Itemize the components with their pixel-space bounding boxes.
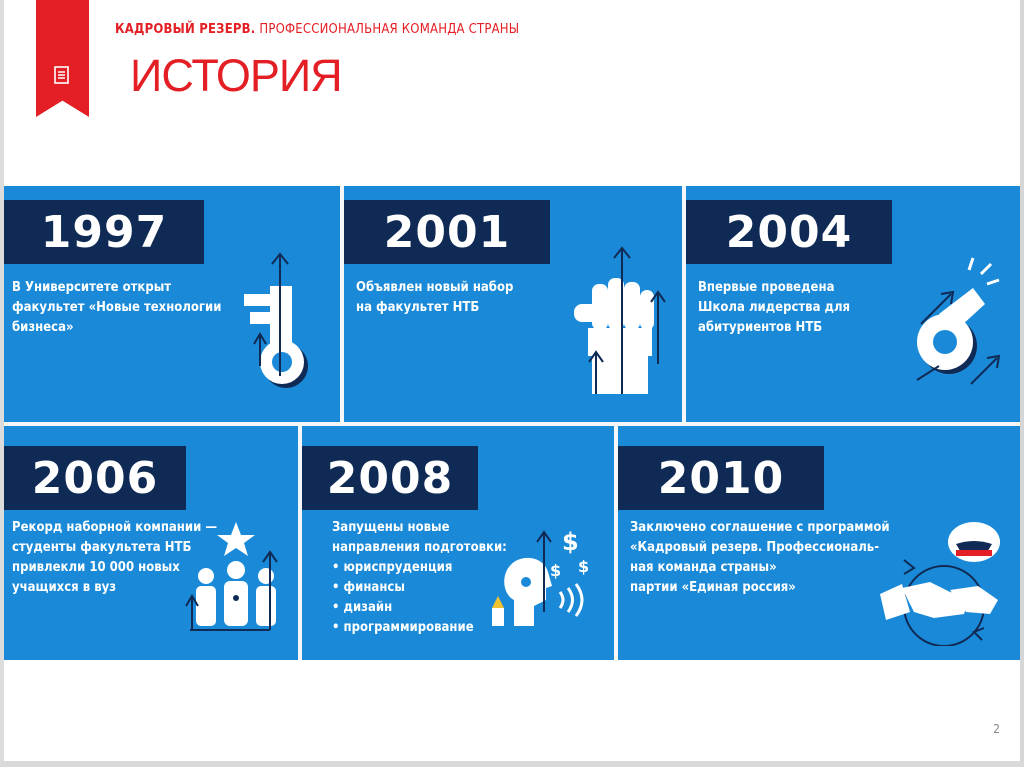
slide-frame-right <box>1020 0 1024 767</box>
year-label: 2004 <box>686 200 892 264</box>
key-icon <box>234 246 334 396</box>
slide-frame-bottom <box>0 761 1024 767</box>
whistle-icon <box>911 254 1011 394</box>
svg-text:$: $ <box>578 557 590 576</box>
timeline-card-2001 <box>344 186 682 422</box>
year-label: 1997 <box>4 200 204 264</box>
handshake-bear-icon <box>874 516 1014 646</box>
people-star-icon <box>184 518 294 638</box>
timeline-board <box>4 186 1020 660</box>
head-dollar-icon <box>484 516 604 636</box>
year-label: 2001 <box>344 200 550 264</box>
page-title: ИСТОРИЯ <box>130 50 342 101</box>
list-item: • программирование <box>332 618 507 638</box>
bookmark-ribbon <box>36 0 89 117</box>
year-label: 2010 <box>618 446 824 510</box>
page-number: 2 <box>993 722 1000 736</box>
year-label: 2008 <box>302 446 478 510</box>
slide-kicker: КАДРОВЫЙ РЕЗЕРВ. ПРОФЕССИОНАЛЬНАЯ КОМАНДА СТРАНЫ <box>115 22 520 37</box>
timeline-card-2008 <box>302 426 614 660</box>
card-text: Объявлен новый набор на факультет НТБ <box>356 280 514 315</box>
timeline-card-2010 <box>618 426 1020 660</box>
card-text: Заключено соглашение с программой «Кадровый резерв. Профессиональ- ная команда страны» партии «Единая россия» <box>630 520 890 595</box>
list-item: • юриспруденция <box>332 558 507 578</box>
list-item: • финансы <box>332 578 507 598</box>
fist-icon <box>566 244 676 404</box>
timeline-card-2004 <box>686 186 1020 422</box>
timeline-card-1997 <box>4 186 340 422</box>
timeline-card-2006 <box>4 426 298 660</box>
svg-text:$: $ <box>550 561 562 580</box>
card-text: Рекорд наборной компании — студенты факультета НТБ привлекли 10 000 новых учащихся в вуз <box>12 520 218 595</box>
document-icon <box>54 66 71 84</box>
card-text: В Университете открыт факультет «Новые технологии бизнеса» <box>12 280 222 335</box>
svg-text:$: $ <box>562 528 579 556</box>
card-text: Запущены новые направления подготовки: • юриспруденция • финансы • дизайн • программирование <box>332 518 507 638</box>
year-label: 2006 <box>4 446 186 510</box>
list-item: • дизайн <box>332 598 507 618</box>
card-text: Впервые проведена Школа лидерства для абитуриентов НТБ <box>698 280 851 335</box>
